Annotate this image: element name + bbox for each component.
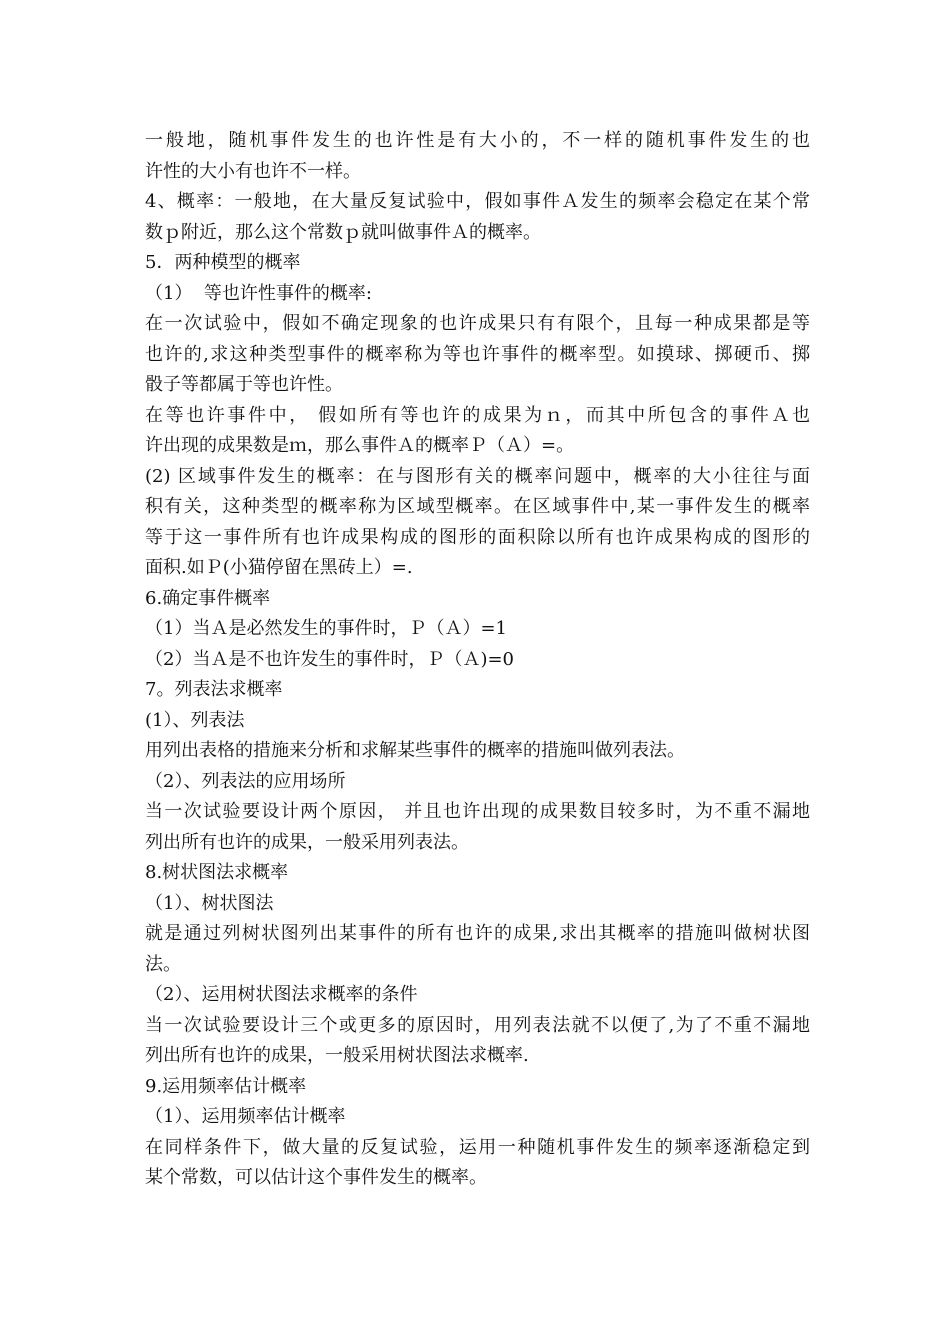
text-line: 9.运用频率估计概率	[145, 1075, 307, 1097]
text-line: （2）当Ａ是不也许发生的事件时，Ｐ（Ａ)=0	[145, 648, 515, 670]
text-line: 列出所有也许的成果，一般采用列表法。	[145, 831, 469, 853]
document-body	[145, 126, 810, 1194]
text-line: 就是通过列树状图列出某事件的所有也许的成果,求出其概率的措施叫做树状图	[145, 923, 810, 944]
text-line: 在等也许事件中， 假如所有等也许的成果为ｎ，而其中所包含的事件Ａ也	[145, 404, 810, 426]
text-line: 5．两种模型的概率	[145, 252, 301, 273]
text-line: （2）、运用树状图法求概率的条件	[145, 984, 418, 1005]
text-line: 等于这一事件所有也许成果构成的图形的面积除以所有也许成果构成的图形的	[145, 526, 810, 548]
text-line: 法。	[145, 953, 181, 975]
text-line: 6.确定事件概率	[145, 587, 271, 609]
text-line: （1） 等也许性事件的概率:	[145, 282, 372, 304]
text-line: (2) 区域事件发生的概率：在与图形有关的概率问题中，概率的大小往往与面	[145, 465, 810, 487]
text-line: （1）当Ａ是必然发生的事件时，Ｐ（Ａ）=1	[145, 618, 507, 639]
text-line: 4、概率：一般地，在大量反复试验中，假如事件Ａ发生的频率会稳定在某个常	[145, 191, 810, 212]
text-line: 骰子等都属于等也许性。	[145, 374, 343, 395]
text-line: 积有关，这种类型的概率称为区域型概率。在区域事件中,某一事件发生的概率	[145, 496, 810, 517]
text-line: 当一次试验要设计两个原因， 并且也许出现的成果数目较多时，为不重不漏地	[145, 801, 810, 822]
text-line: 7。列表法求概率	[145, 679, 283, 700]
text-line: 在一次试验中，假如不确定现象的也许成果只有有限个，且每一种成果都是等	[145, 313, 810, 334]
text-line: （1）、运用频率估计概率	[145, 1106, 346, 1127]
text-line: 用列出表格的措施来分析和求解某些事件的概率的措施叫做列表法。	[145, 740, 685, 761]
text-line: 当一次试验要设计三个或更多的原因时，用列表法就不以便了,为了不重不漏地	[145, 1014, 810, 1036]
text-line: （2）、列表法的应用场所	[145, 770, 346, 792]
text-line: 也许的,求这种类型事件的概率称为等也许事件的概率型。如摸球、掷硬币、掷	[145, 343, 810, 365]
text-line: 面积.如Ｐ(小猫停留在黑砖上）=.	[145, 557, 413, 578]
text-line: 数ｐ附近，那么这个常数ｐ就叫做事件Ａ的概率。	[145, 221, 541, 243]
text-line: （1）、树状图法	[145, 892, 274, 914]
text-line: 一般地，随机事件发生的也许性是有大小的，不一样的随机事件发生的也	[145, 130, 810, 151]
text-line: 8.树状图法求概率	[145, 862, 289, 883]
text-line: 许出现的成果数是ｍ，那么事件Ａ的概率Ｐ（Ａ）=。	[145, 435, 575, 456]
text-line: 某个常数，可以估计这个事件发生的概率。	[145, 1167, 487, 1188]
text-line: 许性的大小有也许不一样。	[145, 160, 361, 182]
text-line: (1）、列表法	[145, 709, 245, 731]
text-line: 在同样条件下，做大量的反复试验，运用一种随机事件发生的频率逐渐稳定到	[145, 1136, 810, 1158]
text-line: 列出所有也许的成果，一般采用树状图法求概率.	[145, 1045, 529, 1066]
